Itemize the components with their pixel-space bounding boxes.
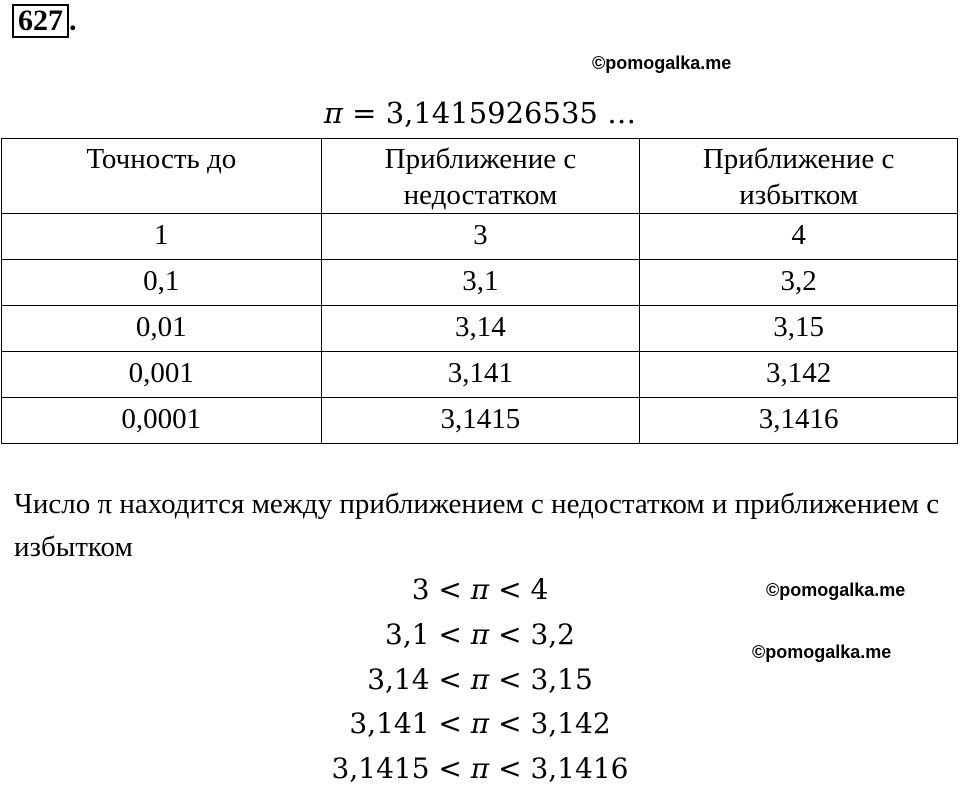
header-lower-approx: Приближение с недостатком [321, 139, 640, 214]
less-than-sign: < [489, 752, 531, 785]
inequality-line [0, 752, 960, 785]
table-row [2, 260, 958, 306]
header-precision: Точность до [2, 139, 322, 214]
less-than-sign: < [489, 663, 531, 696]
pi-value-line [0, 96, 960, 130]
inequality-line [0, 618, 960, 651]
pi-value-digits: = 3,1415926535 … [342, 96, 637, 130]
header-upper-approx: Приближение с избытком [640, 139, 958, 214]
precision-cell: 0,1 [2, 260, 322, 306]
upper-approx-cell: 3,2 [640, 260, 958, 306]
less-than-sign: < [429, 618, 471, 651]
lower-approx-cell: 3,1415 [321, 398, 640, 444]
inequality-lower: 3,1415 [331, 752, 430, 785]
pi-symbol: π [470, 752, 490, 785]
inequality-lower: 3,14 [367, 663, 430, 696]
lower-approx-cell: 3,1 [321, 260, 640, 306]
inequality-upper: 3,15 [530, 663, 593, 696]
inequality-line [0, 573, 960, 606]
table-row [2, 352, 958, 398]
upper-approx-cell: 4 [640, 214, 958, 260]
watermark-middle: ©pomogalka.me [766, 580, 906, 600]
table-header-row [2, 139, 958, 214]
problem-number-box: 627 [12, 4, 69, 38]
inequality-lower: 3,141 [349, 707, 430, 740]
less-than-sign: < [429, 573, 471, 606]
less-than-sign: < [429, 752, 471, 785]
pi-symbol: π [470, 618, 490, 651]
inequality-lower: 3 [411, 573, 430, 606]
precision-cell: 1 [2, 214, 322, 260]
precision-cell: 0,01 [2, 306, 322, 352]
inequality-upper: 3,2 [530, 618, 575, 651]
explanation-paragraph: Число π находится между приближением с недостатком и приближением с избытком [14, 488, 940, 563]
less-than-sign: < [489, 707, 531, 740]
pi-symbol: π [323, 96, 343, 130]
less-than-sign: < [489, 573, 531, 606]
less-than-sign: < [489, 618, 531, 651]
watermark-top: ©pomogalka.me [592, 53, 732, 73]
inequality-line [0, 707, 960, 740]
less-than-sign: < [429, 663, 471, 696]
upper-approx-cell: 3,142 [640, 352, 958, 398]
upper-approx-cell: 3,15 [640, 306, 958, 352]
table-row [2, 398, 958, 444]
inequality-line [0, 663, 960, 696]
less-than-sign: < [429, 707, 471, 740]
problem-number-suffix: . [69, 4, 77, 37]
inequality-lower: 3,1 [385, 618, 430, 651]
precision-cell: 0,0001 [2, 398, 322, 444]
table-row [2, 306, 958, 352]
lower-approx-cell: 3 [321, 214, 640, 260]
pi-symbol: π [470, 707, 490, 740]
watermark-bottom: ©pomogalka.me [752, 642, 892, 662]
pi-symbol: π [470, 573, 490, 606]
lower-approx-cell: 3,141 [321, 352, 640, 398]
inequality-upper: 3,142 [530, 707, 611, 740]
upper-approx-cell: 3,1416 [640, 398, 958, 444]
problem-number [12, 4, 77, 38]
approximation-table [1, 138, 958, 444]
precision-cell: 0,001 [2, 352, 322, 398]
inequality-upper: 3,1416 [530, 752, 629, 785]
inequality-upper: 4 [530, 573, 549, 606]
pi-symbol: π [470, 663, 490, 696]
lower-approx-cell: 3,14 [321, 306, 640, 352]
table-row [2, 214, 958, 260]
